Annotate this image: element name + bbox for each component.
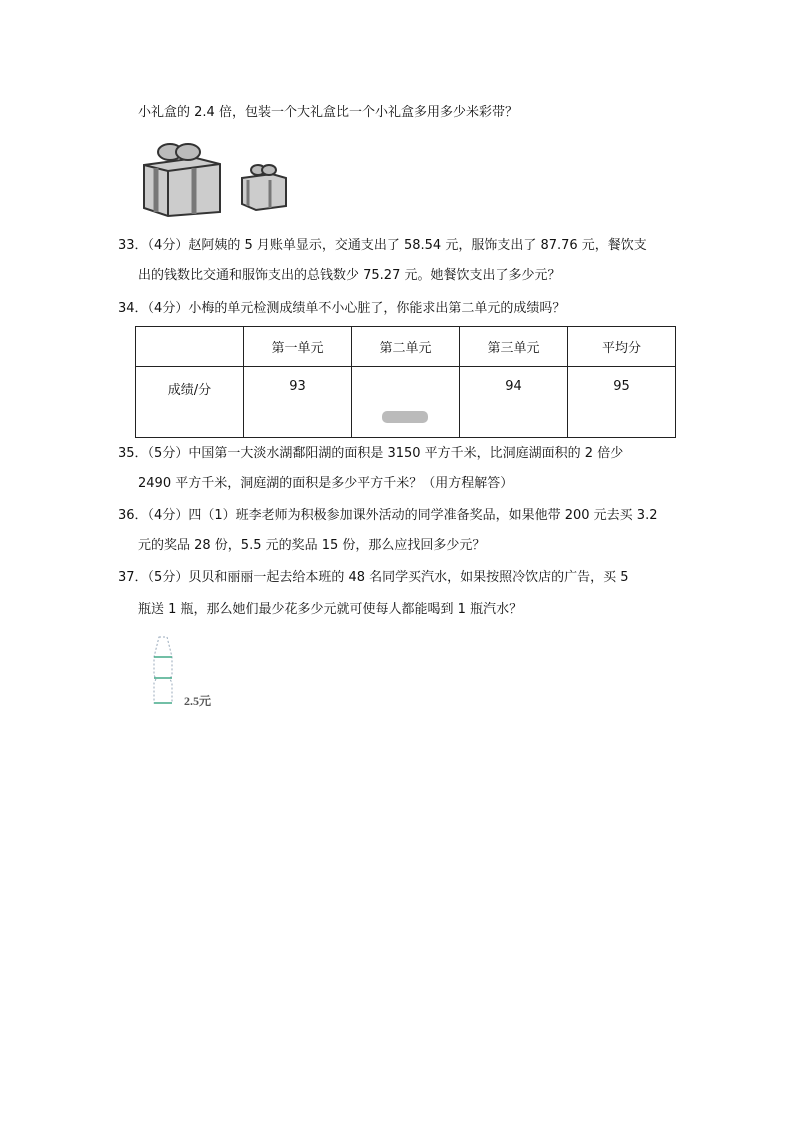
q37-line2: 瓶送 1 瓶，那么她们最少花多少元就可使每人都能喝到 1 瓶汽水？ xyxy=(138,602,523,617)
stain-mark xyxy=(382,411,428,423)
header-cell xyxy=(136,327,244,367)
cell: 95 xyxy=(568,367,676,438)
q34-line1: 34．（4分）小梅的单元检测成绩单不小心脏了，你能求出第二单元的成绩吗？ xyxy=(118,301,566,316)
q36-line1: 36．（4分）四（1）班李老师为积极参加课外活动的同学准备奖品，如果他带 200 元去买 3.2 xyxy=(118,508,658,523)
q36-line2: 元的奖品 28 份，5.5 元的奖品 15 份，那么应找回多少元？ xyxy=(138,538,486,553)
cell: 94 xyxy=(460,367,568,438)
q33-line2: 出的钱数比交通和服饰支出的总钱数少 75.27 元。她餐饮支出了多少元？ xyxy=(138,268,561,283)
header-cell: 平均分 xyxy=(568,327,676,367)
q35-line2: 2490 平方千米，洞庭湖的面积是多少平方千米？（用方程解答） xyxy=(138,476,514,491)
header-cell: 第二单元 xyxy=(352,327,460,367)
q37-line1: 37．（5分）贝贝和丽丽一起去给本班的 48 名同学买汽水，如果按照冷饮店的广告，买 5 xyxy=(118,570,629,585)
bottle-icon xyxy=(148,635,178,707)
q35-line1: 35．（5分）中国第一大淡水湖鄱阳湖的面积是 3150 平方千米，比洞庭湖面积的 2 倍少 xyxy=(118,446,624,461)
header-cell: 第一单元 xyxy=(244,327,352,367)
cell: 93 xyxy=(244,367,352,438)
score-table xyxy=(135,326,676,438)
q32-continuation: 小礼盒的 2.4 倍，包装一个大礼盒比一个小礼盒多用多少米彩带？ xyxy=(138,105,518,120)
row-label: 成绩/分 xyxy=(136,367,244,438)
q33-line1: 33．（4分）赵阿姨的 5 月账单显示，交通支出了 58.54 元，服饰支出了 87.76 元，餐饮支 xyxy=(118,238,647,253)
stained-cell xyxy=(352,367,460,438)
header-cell: 第三单元 xyxy=(460,327,568,367)
gift-boxes-image xyxy=(138,140,293,218)
bottle-price-label: 2.5元 xyxy=(184,694,212,708)
